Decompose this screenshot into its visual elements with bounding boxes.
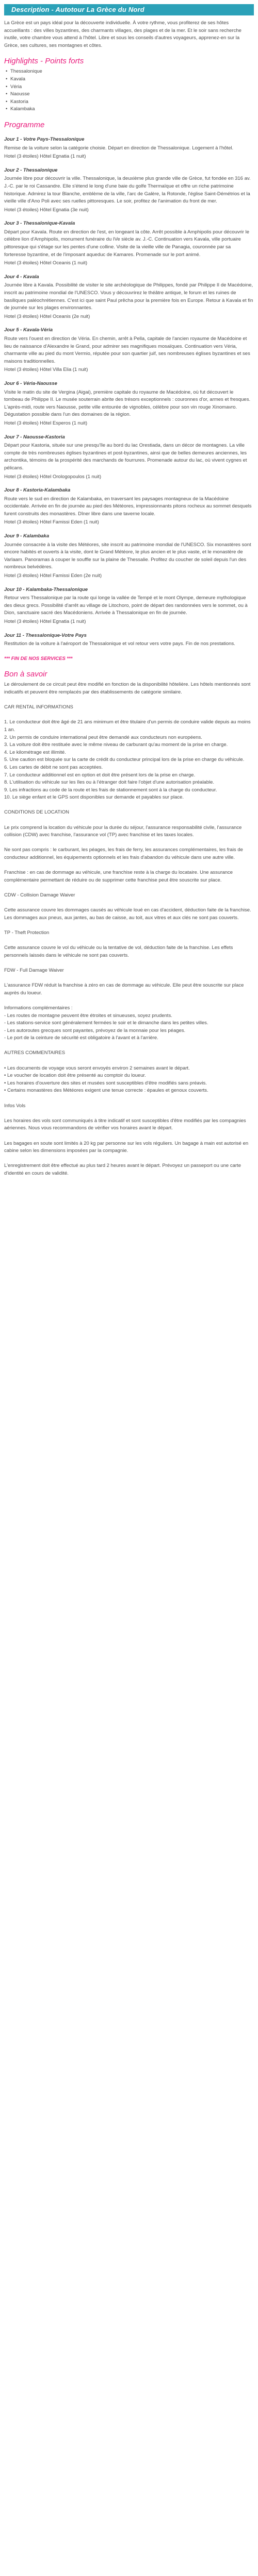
day-title: Jour 5 - Kavala-Véria — [4, 327, 53, 333]
conditions-paragraph — [4, 862, 254, 870]
conditions-paragraph: AUTRES COMMENTAIRES — [4, 1050, 66, 1056]
conditions-paragraph: Cette assurance couvre les dommages causés au véhicule loué en cas d'accident, déduction faite de la franchise. Les dommages aux pneus, aux jantes, au bas de caisse, au toit, aux vitres et aux clés ne sont pas couverts. — [4, 907, 251, 921]
conditions-paragraph: - Le port de la ceinture de sécurité est obligatoire à l'avant et à l'arrière. — [4, 1035, 158, 1041]
conditions-paragraph — [4, 975, 254, 982]
conditions-paragraph: CDW - Collision Damage Waiver — [4, 892, 75, 898]
highlights-list — [4, 68, 254, 113]
conditions-paragraph: - Les routes de montagne peuvent être étroites et sinueuses, soyez prudents. — [4, 1012, 172, 1019]
day-title: Jour 9 - Kalambaka — [4, 533, 50, 539]
conditions-paragraph — [4, 922, 254, 929]
conditions-paragraph: 6. Les cartes de débit ne sont pas acceptées. — [4, 764, 103, 770]
conditions-paragraph: • Les documents de voyage vous seront envoyés environ 2 semaines avant le départ. — [4, 1065, 190, 1071]
conditions-paragraph — [4, 697, 254, 704]
conditions-paragraph: CAR RENTAL INFORMATIONS — [4, 704, 73, 710]
conditions-paragraph: L'enregistrement doit être effectué au plus tard 2 heures avant le départ. Prévoyez un passeport ou une carte d'identité en cours de validité. — [4, 1163, 241, 1176]
conditions-paragraph: • Certains monastères des Météores exigent une tenue correcte : épaules et genoux couverts. — [4, 1088, 208, 1094]
day-hotel: Hotel (3 étoiles) Hôtel Orologopoulos (1 nuit) — [4, 473, 101, 480]
day-text: Route vers le sud en direction de Kalambaka, en traversant les paysages montagneux de la Macédoine occidentale. Arrivée en fin de journée au pied des Météores, impressionnants pitons rocheux au sommet desquels furent construits des monastères. Dîner libre dans une taverne locale. — [4, 496, 252, 517]
day-text: Retour vers Thessalonique par la route qui longe la vallée de Tempé et le mont Olympe, demeure mythologique des dieux grecs. Possibilité d'arrêt au village de Litochoro, point de départ des randonnées vers le sommet, ou à Dion, sanctuaire sacré des Macédoniens. Arrivée à Thessalonique en fin de journée. — [4, 595, 248, 616]
conditions-paragraph: L'assurance FDW réduit la franchise à zéro en cas de dommage au véhicule. Elle peut être souscrite sur place auprès du loueur. — [4, 982, 244, 996]
day-title: Jour 1 - Votre Pays-Thessalonique — [4, 136, 85, 142]
programme-day — [4, 434, 254, 481]
programme-day — [4, 220, 254, 267]
intro-text: La Grèce est un pays idéal pour la découverte individuelle. À votre rythme, vous profiterez de ses hôtes accueillants : des villes byzantines, des charmants villages, des plages et de la mer. Et le soir sans recherche inutile, votre chambre vous attend à l'hôtel. Libre et sous les conseils d'autres voyageurs, apprenez-en sur la Grèce, ses cultures, ses montagnes et côtes. — [4, 20, 241, 48]
highlights-title: Highlights - Points forts — [4, 57, 84, 66]
day-text: Journée libre à Kavala. Possibilité de visiter le site archéologique de Philippes, fondé par Philippe II de Macédoine, inscrit au patrimoine mondial de l'UNESCO. Vous y découvrirez le théâtre antique, le forum et les ruines de basiliques paléochrétiennes. C'est ici que saint Paul prêcha pour la première fois en Europe. Retour à Kavala et fin de journée sur les plages environnantes. — [4, 282, 253, 311]
conditions-paragraph: Ne sont pas compris : le carburant, les péages, les frais de ferry, les assurances complémentaires, les frais de conducteur additionnel, les équipements optionnels et les frais d'abandon du véhicule dans une autre ville. — [4, 847, 243, 861]
conditions-paragraph: - Les autoroutes grecques sont payantes, prévoyez de la monnaie pour les péages. — [4, 1027, 186, 1033]
conditions-paragraph: Franchise : en cas de dommage au véhicule, une franchise reste à la charge du locataire. Une assurance complémentaire permettant de réduire ou de supprimer cette franchise peut être souscrite sur place. — [4, 870, 233, 883]
list-item: • Kavala — [4, 76, 254, 83]
day-hotel: Hotel (3 étoiles) Hôtel Famissi Eden (1 nuit) — [4, 519, 99, 526]
conditions-paragraph — [4, 802, 254, 809]
conditions-paragraph: 7. Le conducteur additionnel est en option et doit être présent lors de la prise en charge. — [4, 772, 196, 778]
programme-day — [4, 632, 254, 648]
day-hotel: Hotel (3 étoiles) Hôtel Oceanis (1 nuit) — [4, 260, 88, 266]
day-text: Journée consacrée à la visite des Météores, site inscrit au patrimoine mondial de l'UNESCO. Six monastères sont encore habités et ouverts à la visite, dont le Grand Météore, le plus ancien et le plus vaste, et le monastère de Varlaam. Panoramas à couper le souffle sur la plaine de Thessalie. Profitez du coucher de soleil depuis l'un des nombreux belvédères. — [4, 541, 251, 570]
conditions-paragraph — [4, 817, 254, 824]
day-hotel: Hotel (3 étoiles) Hôtel Esperos (1 nuit) — [4, 420, 88, 426]
list-item: • Kastoria — [4, 98, 254, 106]
programme-title: Programme — [4, 120, 45, 129]
day-title: Jour 2 - Thessalonique — [4, 167, 58, 173]
day-title: Jour 10 - Kalambaka-Thessalonique — [4, 586, 88, 592]
day-title: Jour 4 - Kavala — [4, 274, 39, 280]
day-title: Jour 7 - Naousse-Kastoria — [4, 434, 65, 440]
list-item: • Naousse — [4, 91, 254, 98]
programme-day — [4, 533, 254, 580]
list-item: • Thessalonique — [4, 68, 254, 76]
conditions-paragraph: Le prix comprend la location du véhicule pour la durée du séjour, l'assurance responsabilité civile, l'assurance collision (CDW) avec franchise, l'assurance vol (TP) avec franchise et les taxes locales. — [4, 824, 242, 838]
conditions-paragraph: 9. Les infractions au code de la route et les frais de stationnement sont à la charge du conducteur. — [4, 787, 217, 793]
day-hotel: Hotel (3 étoiles) Hôtel Egnatia (3e nuit) — [4, 207, 89, 213]
conditions-paragraph: Les bagages en soute sont limités à 20 kg par personne sur les vols réguliers. Un bagage à main est autorisé en cabine selon les dimensions imposées par la compagnie. — [4, 1140, 249, 1154]
day-text: Visite le matin du site de Vergina (Aigai), première capitale du royaume de Macédoine, où fut découvert le tombeau de Philippe II. Le musée souterrain abrite des trésors exceptionnels : couronnes d'or, armes et fresques. L'après-midi, route vers Naousse, petite ville entourée de vignobles, célèbre pour son vin rouge Xinomavro. Dégustation possible dans l'un des domaines de la région. — [4, 389, 251, 418]
conditions-paragraph: CONDITIONS DE LOCATION — [4, 809, 69, 816]
day-hotel: Hotel (3 étoiles) Hôtel Egnatia (1 nuit) — [4, 154, 86, 160]
conditions-paragraph: • Les horaires d'ouverture des sites et musées sont susceptibles d'être modifiés sans préavis. — [4, 1080, 207, 1086]
conditions-paragraph: FDW - Full Damage Waiver — [4, 967, 64, 973]
day-text: Départ pour Kastoria, située sur une presqu'île au bord du lac Orestiada, dans un décor de montagnes. La ville compte de très nombreuses églises byzantines et post-byzantines, ainsi que de belles demeures anciennes, les archontika, témoins de la prospérité des marchands de fourrures. Promenade autour du lac, où vivent cygnes et pélicans. — [4, 443, 247, 471]
conditions-paragraph: Infos Vols — [4, 1103, 26, 1109]
day-text: Route vers l'ouest en direction de Véria. En chemin, arrêt à Pella, capitale de l'ancien royaume de Macédoine et lieu de naissance d'Alexandre le Grand, pour admirer ses magnifiques mosaïques. Continuation vers Véria, charmante ville au pied du mont Vermio, réputée pour son quartier juif, ses nombreuses églises byzantines et ses maisons traditionnelles. — [4, 336, 250, 364]
page — [0, 0, 258, 1178]
day-hotel: Hotel (3 étoiles) Hôtel Egnatia (1 nuit) — [4, 619, 86, 624]
day-title: Jour 6 - Véria-Naousse — [4, 380, 57, 386]
conditions-paragraph: 8. L'utilisation du véhicule sur les îles ou à l'étranger doit faire l'objet d'une autorisation préalable. — [4, 779, 215, 786]
conditions-title: Bon à savoir — [4, 670, 47, 679]
conditions-paragraph — [4, 839, 254, 847]
programme-day — [4, 274, 254, 321]
day-text: Départ pour Kavala. Route en direction de l'est, en longeant la côte. Arrêt possible à Amphipolis pour découvrir le célèbre lion d'Amphipolis, monument funéraire du IVe siècle av. J.-C. Continuation vers Kavala, ville portuaire pittoresque qui s'étage sur les pentes d'une colline. Visite de la vieille ville de Panagia, couronnée par sa forteresse byzantine, et de l'imposant aqueduc de Kamares. Promenade sur le port animé. — [4, 229, 249, 258]
conditions-paragraph: 5. Une caution est bloquée sur la carte de crédit du conducteur principal lors de la prise en charge du véhicule. — [4, 757, 245, 763]
conditions-paragraph — [4, 1132, 254, 1140]
day-hotel: Hotel (3 étoiles) Hôtel Oceanis (2e nuit) — [4, 313, 90, 319]
conditions-paragraph — [4, 1155, 254, 1163]
list-item: • Kalambaka — [4, 106, 254, 113]
conditions-paragraph: Cette assurance couvre le vol du véhicule ou la tentative de vol, déduction faite de la franchise. Les effets personnels laissés dans le véhicule ne sont pas couverts. — [4, 945, 233, 958]
conditions-paragraph — [4, 1042, 254, 1050]
conditions-paragraph — [4, 1110, 254, 1117]
conditions-paragraph: 10. Le siège enfant et le GPS sont disponibles sur demande et payables sur place. — [4, 794, 184, 801]
conditions-paragraph: 1. Le conducteur doit être âgé de 21 ans minimum et être titulaire d'un permis de conduire valide depuis au moins 1 an. — [4, 719, 251, 733]
programme-day — [4, 327, 254, 374]
conditions-paragraph: - Les stations-service sont généralement fermées le soir et le dimanche dans les petites villes. — [4, 1020, 208, 1026]
conditions-paragraph — [4, 937, 254, 945]
programme-day — [4, 167, 254, 214]
list-item: • Véria — [4, 83, 254, 91]
conditions-paragraph — [4, 900, 254, 907]
conditions-paragraph: 2. Un permis de conduire international peut être demandé aux conducteurs non européens. — [4, 734, 202, 740]
conditions-text — [4, 681, 254, 1177]
programme-day — [4, 586, 254, 626]
main-content — [0, 15, 258, 1178]
conditions-paragraph — [4, 711, 254, 719]
conditions-paragraph — [4, 1095, 254, 1103]
day-title: Jour 11 - Thessalonique-Votre Pays — [4, 632, 87, 638]
conditions-paragraph — [4, 884, 254, 892]
programme-day — [4, 136, 254, 161]
conditions-paragraph: Le déroulement de ce circuit peut être modifié en fonction de la disponibilité hôtelière. Les hôtels mentionnés sont indicatifs et peuvent être remplacés par des établissements de catégorie similaire. — [4, 682, 251, 695]
day-text: Journée libre pour découvrir la ville. Thessalonique, la deuxième plus grande ville de Grèce, fut fondée en 316 av. J.-C. par le roi Cassandre. Elle s'étend le long d'une baie du golfe Thermaïque et offre un riche patrimoine historique. Admirez la tour Blanche, emblème de la ville, l'arc de Galère, la Rotonde, l'église Saint-Démétrios et la vieille ville d'Ano Poli avec ses ruelles pittoresques. Le soir, profitez de l'animation du front de mer. — [4, 176, 251, 205]
day-text: Remise de la voiture selon la catégorie choisie. Départ en direction de Thessalonique. Logement à l'hôtel. — [4, 145, 234, 151]
conditions-paragraph: Les horaires des vols sont communiqués à titre indicatif et sont susceptibles d'être modifiés par les compagnies aériennes. Nous vous recommandons de vérifier vos horaires avant le départ. — [4, 1117, 246, 1131]
conditions-paragraph: 4. Le kilométrage est illimité. — [4, 749, 66, 755]
end-of-services-notice: *** FIN DE NOS SERVICES *** — [4, 655, 73, 662]
conditions-paragraph: 3. La voiture doit être restituée avec le même niveau de carburant qu'au moment de la prise en charge. — [4, 742, 228, 748]
conditions-paragraph: TP - Theft Protection — [4, 929, 50, 936]
conditions-paragraph — [4, 959, 254, 967]
programme-days — [4, 136, 254, 648]
day-title: Jour 3 - Thessalonique-Kavala — [4, 221, 75, 227]
day-title: Jour 8 - Kastoria-Kalambaka — [4, 487, 71, 494]
conditions-paragraph: Informations complémentaires : — [4, 1005, 73, 1011]
day-text: Restitution de la voiture à l'aéroport de Thessalonique et vol retour vers votre pays. Fin de nos prestations. — [4, 641, 235, 647]
conditions-paragraph: • Le voucher de location doit être présenté au comptoir du loueur. — [4, 1073, 146, 1079]
programme-day — [4, 487, 254, 527]
conditions-paragraph — [4, 1057, 254, 1065]
day-hotel: Hotel (3 étoiles) Hôtel Famissi Eden (2e nuit) — [4, 573, 102, 579]
conditions-paragraph — [4, 997, 254, 1005]
day-hotel: Hotel (3 étoiles) Hôtel Villa Elia (1 nuit) — [4, 367, 88, 373]
page-title-banner: Description - Autotour La Grèce du Nord — [4, 4, 254, 15]
programme-day — [4, 380, 254, 428]
